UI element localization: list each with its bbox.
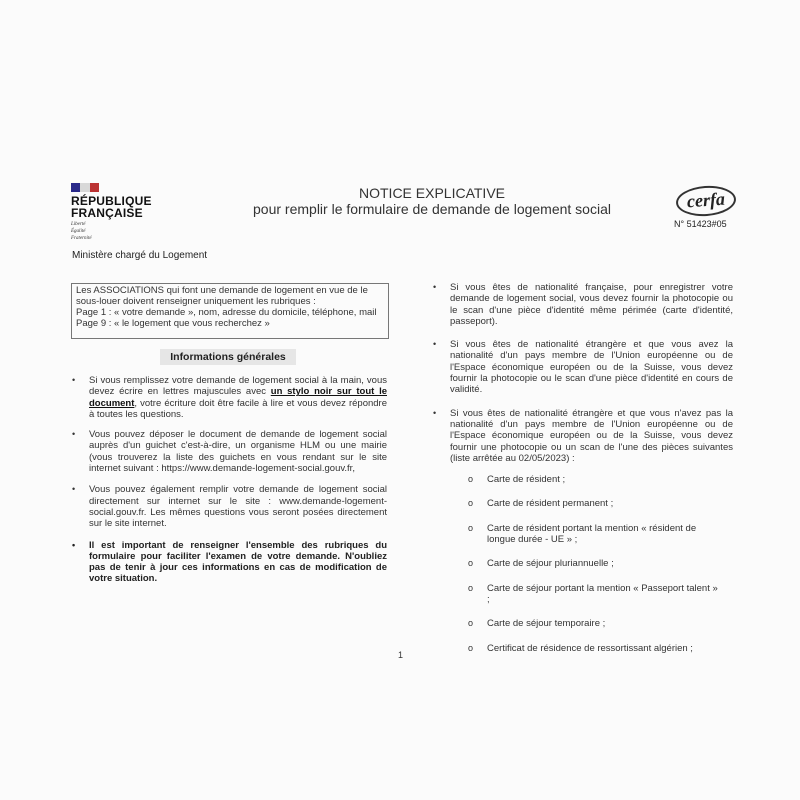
section-heading-informations-generales: Informations générales	[160, 349, 296, 365]
circle-bullet-icon: o	[468, 642, 474, 653]
bullet-text: Vous pouvez également remplir votre demande de logement social directement sur internet sur le site : www.demande-logement-social.gouv.fr. Les mêmes questions vous seront posées directement sur le site internet.	[89, 484, 387, 530]
list-item	[468, 474, 718, 485]
left-column	[72, 375, 387, 585]
bullet-french-nationality	[433, 282, 733, 327]
motto-liberte: Liberté	[71, 222, 86, 227]
list-item	[468, 523, 718, 546]
bullet-icon: •	[433, 282, 437, 292]
title-line-2: pour remplir le formulaire de demande de logement social	[253, 201, 611, 217]
logo-francaise: FRANÇAISE	[71, 206, 143, 220]
list-item-text: Carte de résident permanent ;	[487, 498, 614, 510]
bullet-icon: •	[72, 484, 76, 495]
page-number: 1	[398, 650, 404, 660]
list-item	[468, 498, 718, 509]
list-item-text: Carte de séjour temporaire ;	[487, 618, 606, 630]
list-item	[468, 583, 718, 606]
bullet-important	[72, 540, 387, 585]
bullet-text: Si vous êtes de nationalité étrangère et que vous avez la nationalité d'un pays membre de l'Union européenne ou de l'Espace économique européen ou de la Suisse, vous devez fournir la photocopie ou le scan d'une pièce d'identité en cours de validité.	[450, 339, 733, 396]
bullet-eu-nationality	[433, 339, 733, 395]
bullet-text: Il est important de renseigner l'ensemble des rubriques du formulaire pour faciliter l'examen de votre demande. N'oubliez pas de tenir à jour ces informations en cas de modification de votre situation.	[89, 539, 387, 585]
documents-list	[433, 474, 718, 654]
bullet-icon: •	[433, 339, 437, 350]
circle-bullet-icon: o	[468, 558, 474, 569]
list-item	[468, 643, 718, 654]
ministry-label: Ministère chargé du Logement	[72, 250, 208, 261]
assoc-line-1: Les ASSOCIATIONS qui font une demande de logement en vue de le sous-louer doivent renseigner uniquement les rubriques :	[76, 285, 368, 307]
bullet-online	[72, 484, 387, 529]
republique-francaise-logo	[71, 183, 221, 242]
bullet-icon: •	[72, 429, 76, 440]
document-title	[222, 185, 642, 218]
circle-bullet-icon: o	[468, 618, 474, 629]
list-item	[468, 558, 718, 569]
cerfa-number: N° 51423#05	[674, 219, 727, 229]
motto-fraternite: Fraternité	[71, 236, 92, 241]
circle-bullet-icon: o	[468, 474, 474, 485]
circle-bullet-icon: o	[468, 582, 474, 593]
bullet-emphasis: un stylo noir sur tout le document	[89, 386, 387, 409]
right-column	[433, 282, 733, 654]
bullet-non-eu-nationality	[433, 408, 733, 464]
logo-motto	[71, 221, 221, 242]
bullet-text: Si vous êtes de nationalité française, pour enregistrer votre demande de logement social, vous devez fournir la photocopie ou le scan d'une pièce d'identité même périmée (carte d'identité, passeport).	[450, 282, 733, 327]
list-item-text: Certificat de résidence de ressortissant algérien ;	[487, 642, 693, 654]
motto-egalite: Égalité	[71, 229, 86, 234]
associations-notice-box	[71, 283, 389, 339]
bullet-text: , votre écriture doit être facile à lire et vous devez répondre à toutes les questions.	[89, 397, 387, 420]
bullet-text: Si vous êtes de nationalité étrangère et que vous n'avez pas la nationalité d'un pays membre de l'Union européenne ou de l'Espace économique européen ou de la Suisse, vous devez fournir une photocopie ou un scan de l'une des pièces suivantes (liste arrêtée au 02/05/2023) :	[450, 407, 733, 464]
bullet-text: Vous pouvez déposer le document de demande de logement social auprès d'un guichet c'est-à-dire, un organisme HLM ou une mairie (vous trouverez la liste des guichets en vous rendant sur le site internet suivant : https://www.demande-logement-social.gouv.fr,	[89, 429, 387, 475]
assoc-line-3: Page 9 : « le logement que vous recherchez »	[76, 318, 270, 329]
logo-republique: RÉPUBLIQUE	[71, 194, 152, 208]
list-item-text: Carte de séjour portant la mention « Passeport talent » ;	[487, 582, 718, 605]
bullet-deposit	[72, 429, 387, 474]
marianne-flag-icon	[71, 183, 99, 192]
bullet-handwriting	[72, 375, 387, 420]
list-item-text: Carte de résident ;	[487, 474, 566, 486]
list-item	[468, 618, 718, 629]
cerfa-logo: cerfa	[675, 184, 737, 218]
assoc-line-2: Page 1 : « votre demande », nom, adresse du domicile, téléphone, mail	[76, 307, 377, 318]
circle-bullet-icon: o	[468, 498, 474, 509]
bullet-icon: •	[72, 375, 76, 385]
bullet-icon: •	[433, 407, 437, 418]
bullet-icon: •	[72, 539, 76, 550]
list-item-text: Carte de séjour pluriannuelle ;	[487, 558, 614, 570]
list-item-text: Carte de résident portant la mention « résident de longue durée - UE » ;	[487, 522, 697, 546]
bullet-text: Si vous remplissez votre demande de logement social à la main, vous devez écrire en lettres majuscules avec	[89, 375, 387, 398]
title-line-1: NOTICE EXPLICATIVE	[359, 185, 505, 201]
circle-bullet-icon: o	[468, 522, 474, 533]
